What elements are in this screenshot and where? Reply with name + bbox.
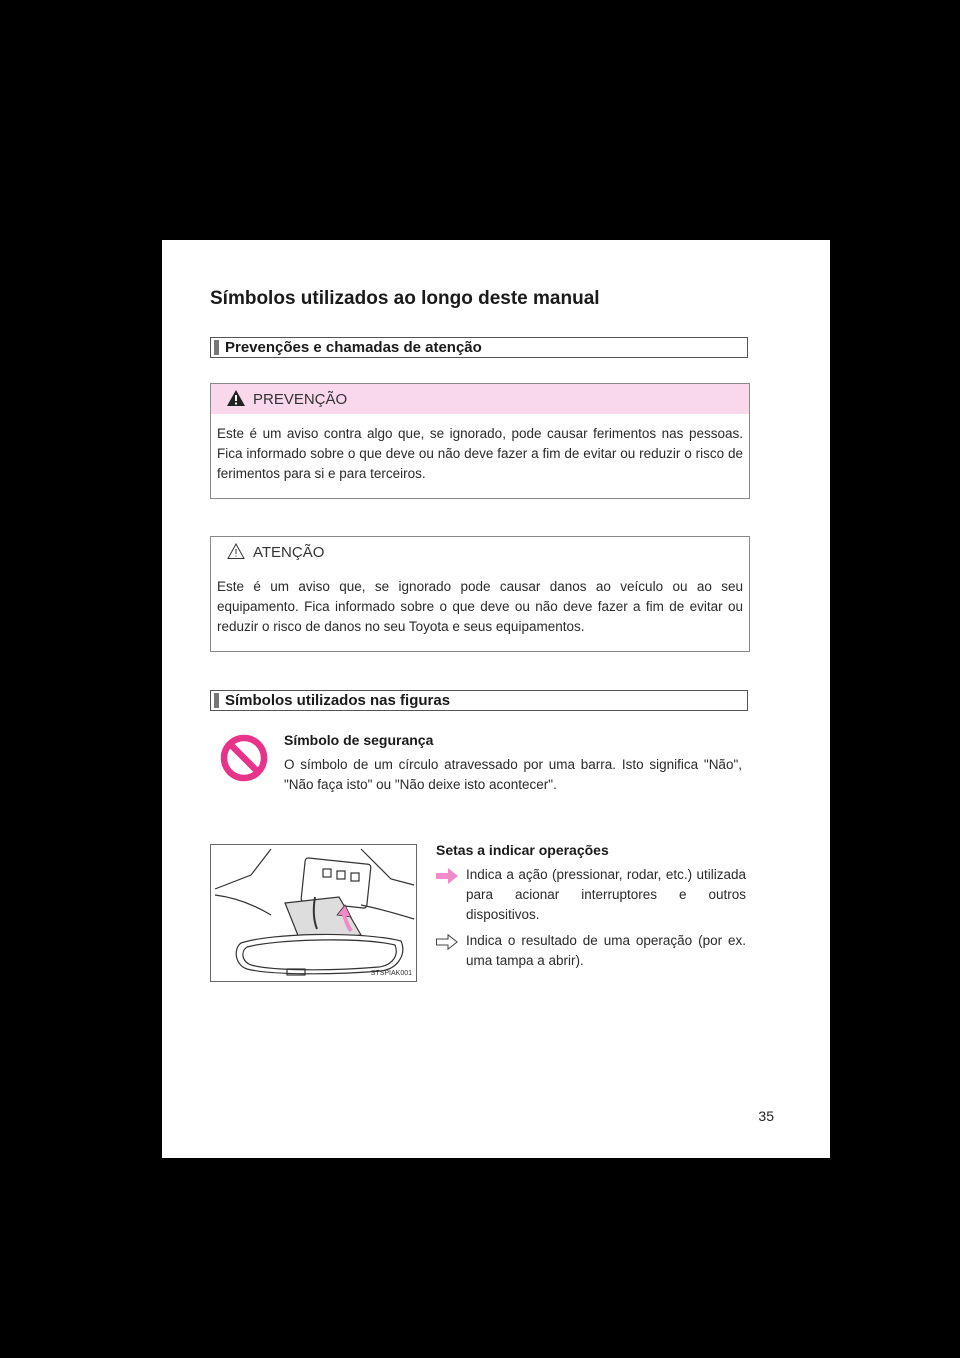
safety-symbol-title: Símbolo de segurança (284, 732, 434, 748)
page-title: Símbolos utilizados ao longo deste manual (210, 288, 600, 309)
result-arrow-icon (436, 934, 458, 950)
rearview-mirror-illustration (211, 845, 416, 981)
result-arrow-text: Indica o resultado de uma operação (por ex. uma tampa a abrir). (466, 933, 746, 968)
warning-outline-icon (227, 543, 245, 559)
action-arrow-row (436, 865, 746, 925)
atencao-label: ATENÇÃO (253, 544, 325, 561)
section-heading-figures: Símbolos utilizados nas figuras (210, 690, 748, 711)
prevencao-label: PREVENÇÃO (253, 391, 348, 408)
page-number: 35 (758, 1108, 774, 1124)
atencao-text: Este é um aviso que, se ignorado pode causar danos ao veículo ou ao seu equipamento. Fica informado sobre o que deve ou não deve fazer a fim de evitar ou reduzir o risco de danos no seu Toyota e seus equipamentos. (217, 579, 743, 634)
manual-page (162, 240, 830, 1158)
atencao-header (211, 537, 749, 567)
section-heading-warnings: Prevenções e chamadas de atenção (210, 337, 748, 358)
warning-filled-icon (227, 390, 245, 406)
arrows-title: Setas a indicar operações (436, 842, 609, 858)
figure-code: STSPIAK001 (370, 970, 412, 977)
safety-symbol-block (284, 732, 742, 795)
prevencao-box (210, 383, 750, 499)
atencao-box (210, 536, 750, 652)
safety-symbol-text: O símbolo de um círculo atravessado por uma barra. Isto significa "Não", "Não faça isto" ou "Não deixe isto acontecer". (284, 757, 742, 792)
action-arrow-text: Indica a ação (pressionar, rodar, etc.) utilizada para acionar interruptores e outros dispositivos. (466, 867, 746, 922)
prevencao-text: Este é um aviso contra algo que, se ignorado, pode causar ferimentos nas pessoas. Fica informado sobre o que deve ou não deve fazer a fim de evitar ou reduzir o risco de ferimentos para si e para terceiros. (217, 426, 743, 481)
prohibition-icon (220, 734, 268, 782)
operation-figure (210, 844, 417, 982)
prevencao-header (211, 384, 749, 414)
result-arrow-row (436, 931, 746, 971)
action-arrow-icon (436, 868, 458, 884)
